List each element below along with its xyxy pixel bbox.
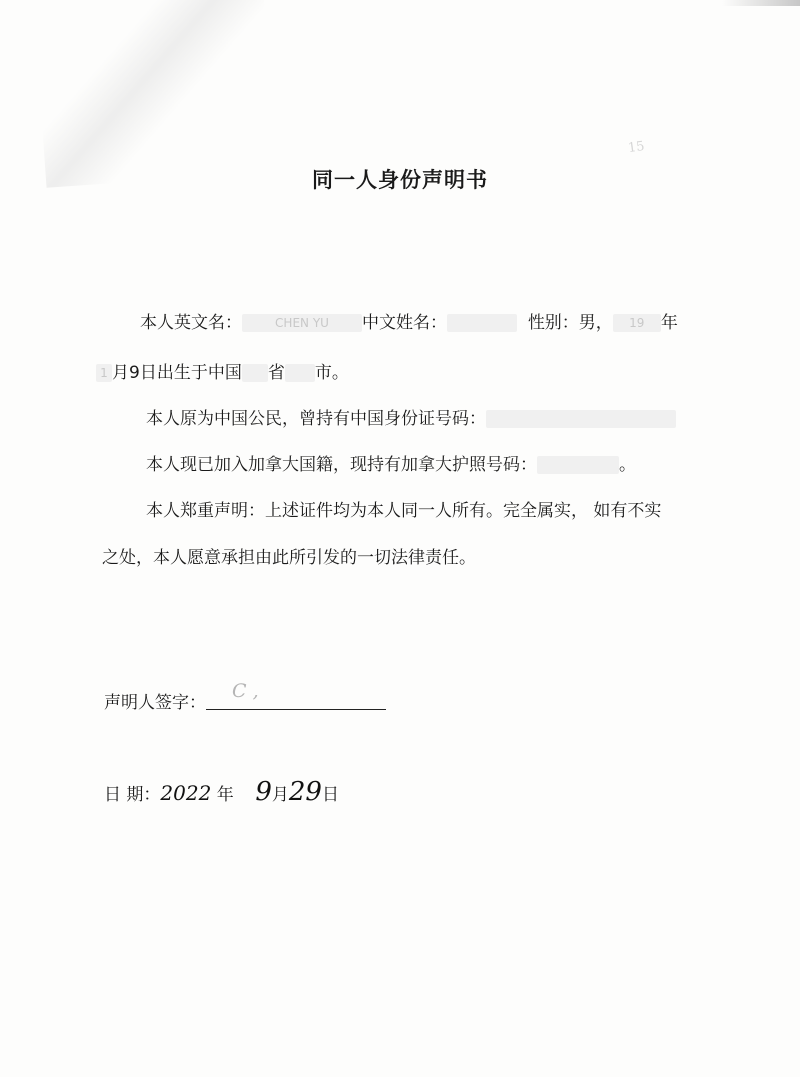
page-streak	[34, 0, 276, 188]
birth-year-redacted: 19	[613, 314, 661, 332]
id-number-label: 本人原为中国公民，曾持有中国身份证号码：	[146, 409, 486, 429]
province-redacted	[242, 364, 268, 382]
date-row	[104, 777, 339, 807]
signature-underline	[206, 709, 386, 710]
date-label: 日 期：	[104, 785, 161, 805]
passport-label: 本人现已加入加拿大国籍，现持有加拿大护照号码：	[146, 455, 537, 475]
para1-line2	[96, 361, 349, 385]
passport-end: 。	[619, 455, 636, 475]
date-month-handwritten: 9	[255, 777, 272, 807]
birth-month-redacted: 1	[96, 364, 112, 382]
para4-line1: 本人郑重声明：上述证件均为本人同一人所有。完全属实， 如有不实	[146, 501, 662, 521]
date-month-unit: 月	[271, 785, 289, 805]
date-day-unit: 日	[321, 785, 339, 805]
signature-redacted: C ,	[232, 680, 259, 702]
gender-label: 性别：男，	[527, 313, 613, 333]
month-unit: 月	[112, 363, 129, 383]
chinese-name-label: 中文姓名：	[362, 313, 447, 333]
passport-redacted	[537, 456, 619, 474]
english-name-label: 本人英文名：	[140, 313, 242, 333]
date-year-unit: 年	[216, 785, 234, 805]
year-unit: 年	[660, 313, 678, 333]
chinese-name-redacted	[447, 314, 517, 332]
para1-line1	[140, 311, 678, 335]
date-day-handwritten: 29	[288, 777, 322, 807]
page-corner-mark	[722, 0, 800, 6]
para4-line2: 之处，本人愿意承担由此所引发的一切法律责任。	[102, 548, 476, 568]
province-unit: 省	[267, 363, 285, 383]
id-number-redacted	[486, 410, 676, 428]
para3-line	[146, 453, 636, 477]
english-name-redacted: CHEN YU	[242, 314, 362, 332]
city-redacted	[285, 364, 315, 382]
signature-label: 声明人签字：	[104, 693, 206, 713]
corner-scribble: 15	[627, 138, 646, 157]
document-title: 同一人身份声明书	[312, 168, 488, 192]
para2-line	[146, 407, 676, 431]
date-year-handwritten: 2022	[160, 781, 212, 805]
birth-day: 9	[129, 363, 140, 383]
city-unit: 市。	[314, 363, 349, 383]
birthplace-label: 日出生于中国	[139, 363, 242, 383]
